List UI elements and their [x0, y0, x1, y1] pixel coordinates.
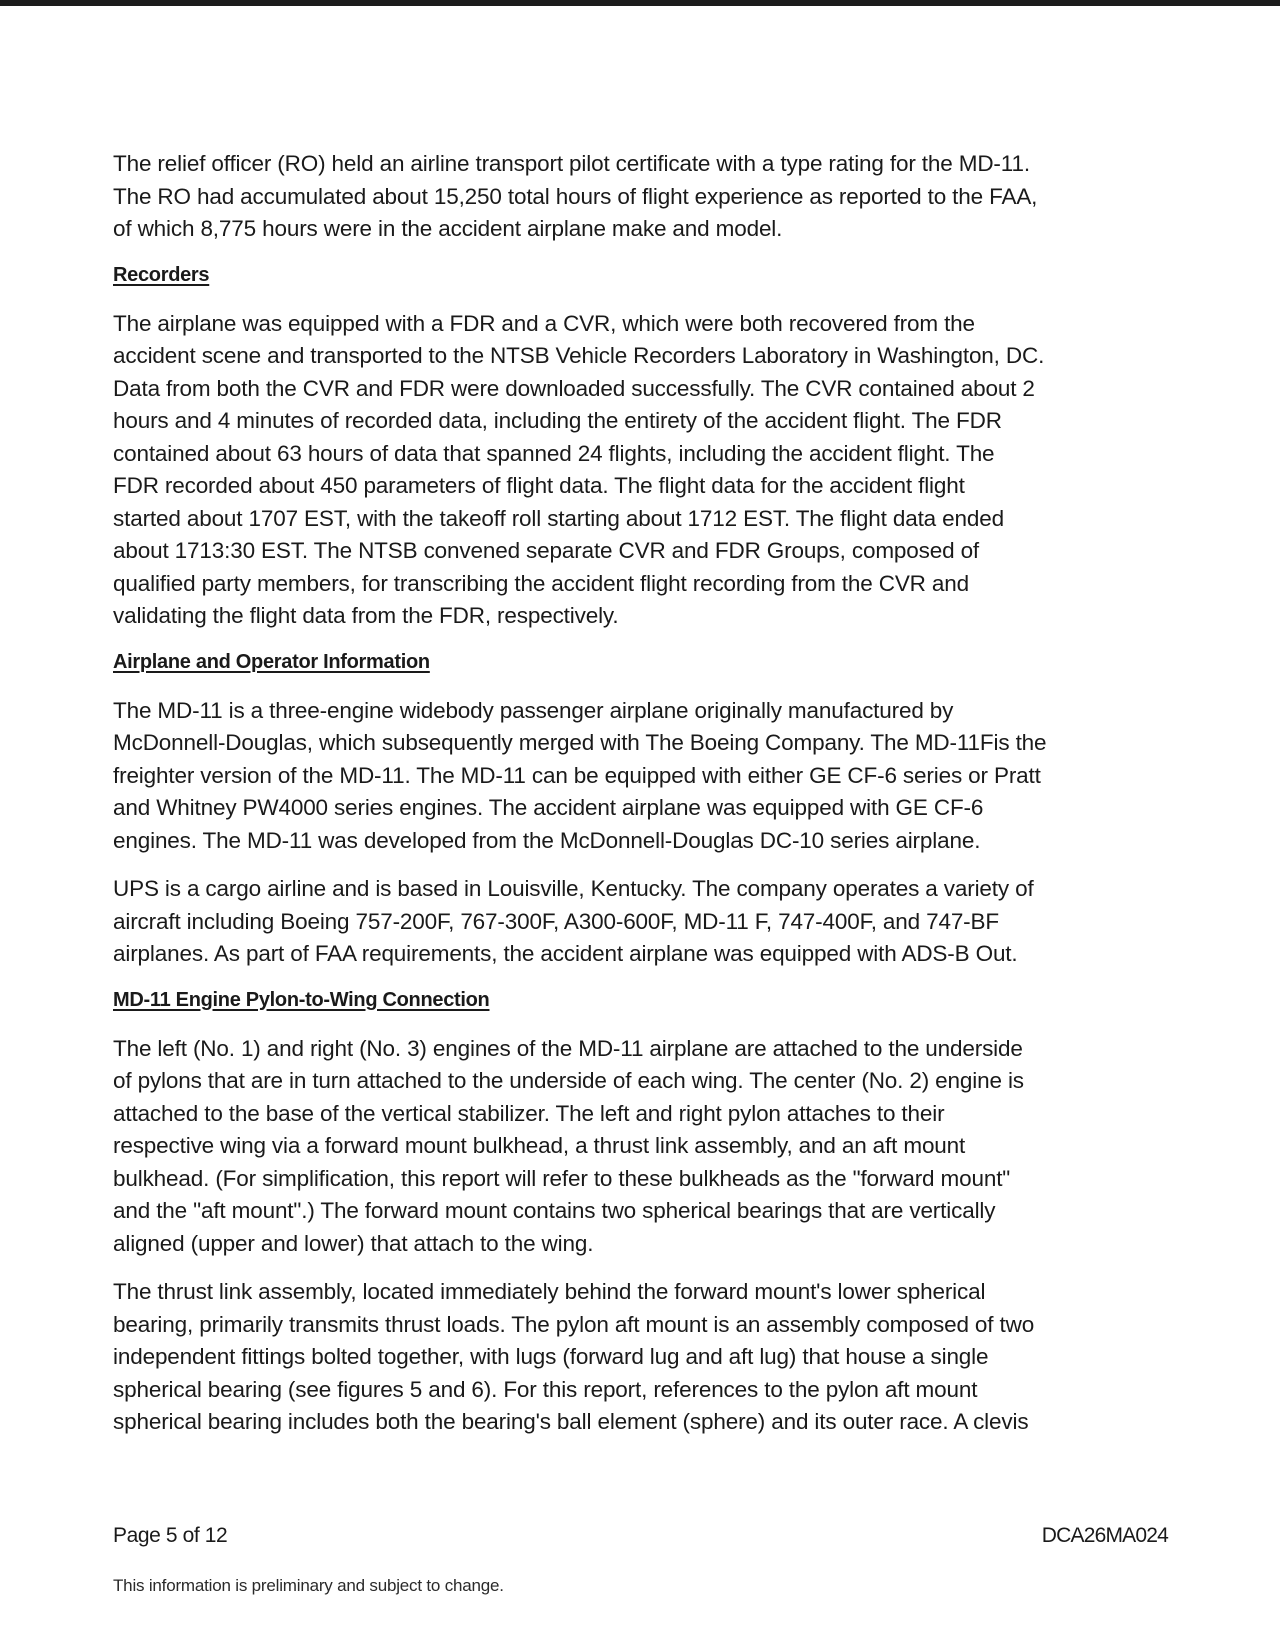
- paragraph-recorders: [113, 308, 1173, 633]
- text-line: independent fittings bolted together, with lugs (forward lug and aft lug) that house a single: [113, 1344, 989, 1369]
- paragraph-ups-operator: [113, 873, 1173, 971]
- paragraph-relief-officer: [113, 148, 1173, 246]
- text-line: engines. The MD-11 was developed from the McDonnell-Douglas DC-10 series airplane.: [113, 827, 981, 853]
- document-page: [113, 148, 1173, 1455]
- text-line: hours and 4 minutes of recorded data, including the entirety of the accident flight. The FDR: [113, 408, 1002, 433]
- text-line: contained about 63 hours of data that spanned 24 flights, including the accident flight. The: [113, 440, 995, 466]
- text-line: McDonnell-Douglas, which subsequently merged with The Boeing Company. The MD-11Fis the: [113, 730, 1047, 755]
- heading-recorders: Recorders: [113, 263, 210, 286]
- text-line: and the "aft mount".) The forward mount contains two spherical bearings that are vertically: [113, 1198, 996, 1223]
- text-line: The MD-11 is a three-engine widebody passenger airplane originally manufactured by: [113, 697, 954, 723]
- text-line: validating the flight data from the FDR, respectively.: [113, 603, 619, 628]
- text-line: started about 1707 EST, with the takeoff roll starting about 1712 EST. The flight data ended: [113, 505, 1004, 531]
- text-line: airplanes. As part of FAA requirements, the accident airplane was equipped with ADS-B Out.: [113, 941, 1018, 966]
- text-line: attached to the base of the vertical stabilizer. The left and right pylon attaches to their: [113, 1100, 945, 1126]
- text-line: The airplane was equipped with a FDR and a CVR, which were both recovered from the: [113, 310, 975, 336]
- text-line: qualified party members, for transcribing the accident flight recording from the CVR and: [113, 570, 969, 596]
- disclaimer: This information is preliminary and subject to change.: [113, 1576, 504, 1595]
- text-line: The RO had accumulated about 15,250 total hours of flight experience as reported to the FAA,: [113, 183, 1038, 209]
- text-line: spherical bearing includes both the bearing's ball element (sphere) and its outer race. A clevis: [113, 1409, 1029, 1434]
- text-line: bulkhead. (For simplification, this report will refer to these bulkheads as the "forward mount": [113, 1165, 1011, 1191]
- top-border: [0, 0, 1280, 6]
- page-number: Page 5 of 12: [113, 1524, 228, 1547]
- text-line: of which 8,775 hours were in the accident airplane make and model.: [113, 216, 783, 241]
- text-line: respective wing via a forward mount bulkhead, a thrust link assembly, and an aft mount: [113, 1133, 966, 1158]
- text-line: The relief officer (RO) held an airline transport pilot certificate with a type rating for the MD-11.: [113, 151, 1030, 176]
- text-line: about 1713:30 EST. The NTSB convened separate CVR and FDR Groups, composed of: [113, 538, 980, 563]
- text-line: and Whitney PW4000 series engines. The accident airplane was equipped with GE CF-6: [113, 795, 984, 820]
- text-line: The left (No. 1) and right (No. 3) engines of the MD-11 airplane are attached to the underside: [113, 1035, 1023, 1061]
- text-line: spherical bearing (see figures 5 and 6). For this report, references to the pylon aft mount: [113, 1376, 978, 1402]
- paragraph-thrust-link: [113, 1276, 1173, 1439]
- text-line: bearing, primarily transmits thrust loads. The pylon aft mount is an assembly composed of two: [113, 1311, 1035, 1337]
- text-line: freighter version of the MD-11. The MD-11 can be equipped with either GE CF-6 series or Pratt: [113, 762, 1041, 788]
- text-line: aircraft including Boeing 757-200F, 767-300F, A300-600F, MD-11 F, 747-400F, and 747-BF: [113, 908, 999, 934]
- heading-airplane-operator: Airplane and Operator Information: [113, 650, 430, 673]
- text-line: accident scene and transported to the NTSB Vehicle Recorders Laboratory in Washington, DC.: [113, 343, 1045, 368]
- docket-id: DCA26MA024: [1041, 1524, 1168, 1547]
- heading-pylon-connection: MD-11 Engine Pylon-to-Wing Connection: [113, 988, 490, 1011]
- text-line: of pylons that are in turn attached to the underside of each wing. The center (No. 2) engine is: [113, 1068, 1024, 1093]
- text-line: Data from both the CVR and FDR were downloaded successfully. The CVR contained about 2: [113, 375, 1035, 401]
- text-line: The thrust link assembly, located immediately behind the forward mount's lower spherical: [113, 1279, 986, 1304]
- text-line: aligned (upper and lower) that attach to the wing.: [113, 1230, 594, 1256]
- text-line: FDR recorded about 450 parameters of flight data. The flight data for the accident flight: [113, 473, 965, 498]
- paragraph-md11-description: [113, 695, 1173, 858]
- paragraph-pylon-attachment: [113, 1033, 1173, 1261]
- text-line: UPS is a cargo airline and is based in Louisville, Kentucky. The company operates a variety of: [113, 876, 1034, 901]
